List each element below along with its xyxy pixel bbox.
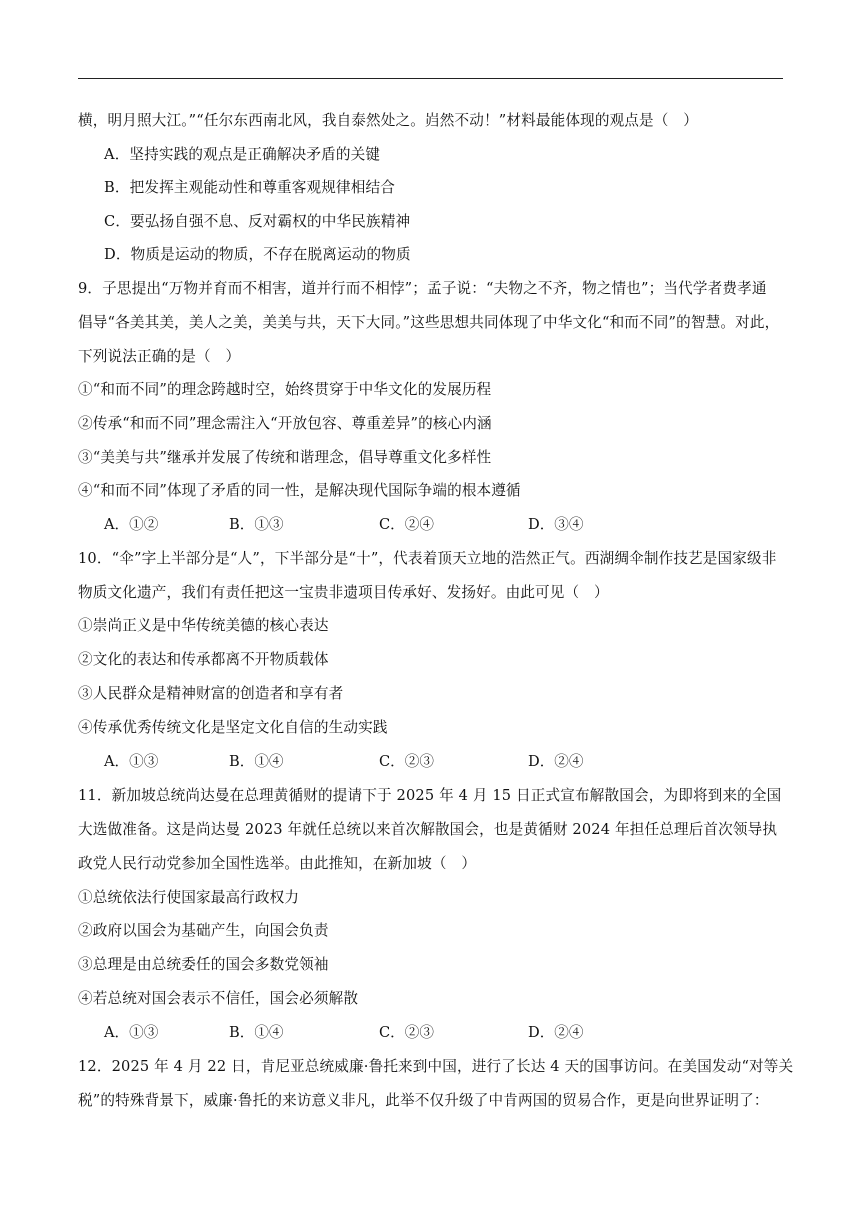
q9-item-4: ④“和而不同”体现了矛盾的同一性，是解决现代国际争端的根本遵循 <box>78 482 521 499</box>
q11-item-4: ④若总统对国会表示不信任，国会必须解散 <box>78 990 359 1007</box>
q8-option-c[interactable]: C．要弘扬自强不息、反对霸权的中华民族精神 <box>104 213 411 230</box>
q9-item-1: ①“和而不同”的理念跨越时空，始终贯穿于中华文化的发展历程 <box>78 381 492 398</box>
q11-stem-line-3: 政党人民行动党参加全国性选举。由此推知，在新加坡（ ） <box>78 855 477 872</box>
q9-stem-line-2: 倡导“各美其美，美人之美，美美与共，天下大同。”这些思想共同体现了中华文化“和而不同”的智慧。对此， <box>78 314 780 331</box>
q10-option-c[interactable]: C．②③ <box>379 753 434 770</box>
q10-stem-line-1: 10．“伞”字上半部分是“人”，下半部分是“十”，代表着顶天立地的浩然正气。西湖绸伞制作技艺是国家级非 <box>78 550 777 567</box>
header-rule <box>78 78 783 79</box>
q10-stem-line-2: 物质文化遗产，我们有责任把这一宝贵非遗项目传承好、发扬好。由此可见（ ） <box>78 584 609 601</box>
q11-item-2: ②政府以国会为基础产生，向国会负责 <box>78 922 329 939</box>
q12-stem-line-1: 12．2025 年 4 月 22 日，肯尼亚总统威廉·鲁托来到中国，进行了长达 4 天的国事访问。在美国发动“对等关 <box>78 1058 794 1075</box>
q9-stem-line-3: 下列说法正确的是（ ） <box>78 348 241 365</box>
q10-item-1: ①崇尚正义是中华传统美德的核心表达 <box>78 617 329 634</box>
q8-stem-continuation: 横，明月照大江。”“任尔东西南北风，我自泰然处之。岿然不动！”材料最能体现的观点是（ ） <box>78 112 699 129</box>
q9-stem-line-1: 9．子思提出“万物并育而不相害，道并行而不相悖”；孟子说：“夫物之不齐，物之情也”；当代学者费孝通 <box>78 280 767 297</box>
q10-item-2: ②文化的表达和传承都离不开物质载体 <box>78 651 329 668</box>
q10-option-d[interactable]: D．②④ <box>528 753 584 770</box>
q11-stem-line-1: 11．新加坡总统尚达曼在总理黄循财的提请下于 2025 年 4 月 15 日正式宣布解散国会，为即将到来的全国 <box>78 787 782 804</box>
q10-item-3: ③人民群众是精神财富的创造者和享有者 <box>78 685 344 702</box>
q9-option-a[interactable]: A．①② <box>104 516 159 533</box>
q11-option-b[interactable]: B．①④ <box>229 1024 284 1041</box>
q11-item-3: ③总理是由总统委任的国会多数党领袖 <box>78 956 329 973</box>
q12-stem-line-2: 税”的特殊背景下，威廉·鲁托的来访意义非凡，此举不仅升级了中肯两国的贸易合作，更是向世界证明了： <box>78 1092 769 1109</box>
q9-item-3: ③“美美与共”继承并发展了传统和谐理念，倡导尊重文化多样性 <box>78 449 492 466</box>
q9-option-d[interactable]: D．③④ <box>528 516 584 533</box>
q9-item-2: ②传承“和而不同”理念需注入“开放包容、尊重差异”的核心内涵 <box>78 415 492 432</box>
q10-option-a[interactable]: A．①③ <box>104 753 159 770</box>
q9-option-c[interactable]: C．②④ <box>379 516 434 533</box>
q11-item-1: ①总统依法行使国家最高行政权力 <box>78 889 300 906</box>
q10-item-4: ④传承优秀传统文化是坚定文化自信的生动实践 <box>78 719 388 736</box>
q9-option-b[interactable]: B．①③ <box>229 516 284 533</box>
q11-option-c[interactable]: C．②③ <box>379 1024 434 1041</box>
q11-option-d[interactable]: D．②④ <box>528 1024 584 1041</box>
q8-option-a[interactable]: A．坚持实践的观点是正确解决矛盾的关键 <box>104 146 381 163</box>
q8-option-b[interactable]: B．把发挥主观能动性和尊重客观规律相结合 <box>104 179 396 196</box>
q10-option-b[interactable]: B．①④ <box>229 753 284 770</box>
q11-option-a[interactable]: A．①③ <box>104 1024 159 1041</box>
q11-stem-line-2: 大选做准备。这是尚达曼 2023 年就任总统以来首次解散国会，也是黄循财 2024 年担任总理后首次领导执 <box>78 821 778 838</box>
q8-option-d[interactable]: D．物质是运动的物质，不存在脱离运动的物质 <box>104 246 411 263</box>
